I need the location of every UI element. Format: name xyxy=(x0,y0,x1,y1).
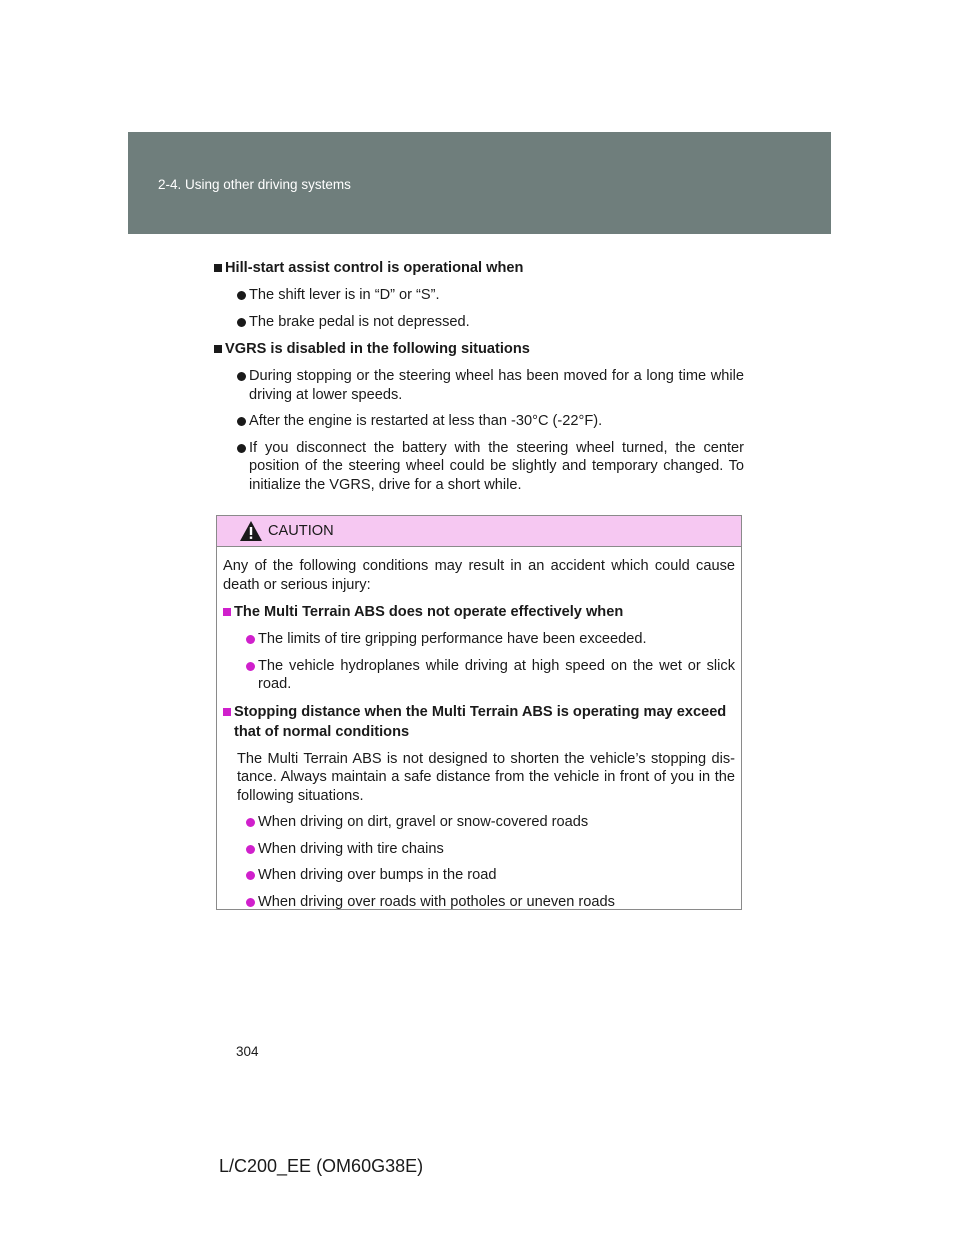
info-bullet: If you disconnect the battery with the steering wheel turned, the center position of the steering wheel could be slightly and temporary changed. To initialize the VGRS, drive for a short while. xyxy=(214,439,744,495)
document-id: L/C200_EE (OM60G38E) xyxy=(219,1156,424,1176)
warning-triangle-icon xyxy=(239,520,263,542)
caution-title: CAUTION xyxy=(268,523,334,539)
caution-bullet: When driving on dirt, gravel or snow-covered roads xyxy=(223,813,735,832)
caution-heading-abs: The Multi Terrain ABS does not operate effectively when xyxy=(223,602,735,622)
section-header xyxy=(128,132,831,234)
caution-body xyxy=(217,547,741,911)
caution-header xyxy=(217,516,741,547)
caution-bullet: The limits of tire gripping performance have been exceeded. xyxy=(223,630,735,649)
caution-box xyxy=(216,515,742,910)
caution-bullet: When driving over bumps in the road xyxy=(223,866,735,885)
info-bullet: The shift lever is in “D” or “S”. xyxy=(214,286,744,305)
info-bullet: During stopping or the steering wheel has been moved for a long time while driving at lower speeds. xyxy=(214,367,744,404)
caution-heading-stopping: Stopping distance when the Multi Terrain ABS is operating may exceed that of normal conditions xyxy=(223,702,735,742)
caution-bullet: The vehicle hydroplanes while driving at high speed on the wet or slick road. xyxy=(223,657,735,694)
info-heading-vgrs: VGRS is disabled in the following situations xyxy=(214,339,744,359)
info-bullet: After the engine is restarted at less than -30°C (-22°F). xyxy=(214,412,744,431)
caution-bullet: When driving with tire chains xyxy=(223,840,735,859)
info-content xyxy=(214,258,744,502)
section-title: 2-4. Using other driving systems xyxy=(158,177,351,192)
caution-bullet: When driving over roads with potholes or uneven roads xyxy=(223,893,735,912)
caution-paragraph: The Multi Terrain ABS is not designed to shorten the vehicle’s stopping dis-tance. Always maintain a safe distance from the vehicle in front of you in the following situations. xyxy=(237,750,735,804)
info-bullet: The brake pedal is not depressed. xyxy=(214,313,744,332)
info-heading-hill-start: Hill-start assist control is operational when xyxy=(214,258,744,278)
caution-intro: Any of the following conditions may result in an accident which could cause death or serious injury: xyxy=(223,558,735,593)
page-number: 304 xyxy=(236,1044,259,1059)
